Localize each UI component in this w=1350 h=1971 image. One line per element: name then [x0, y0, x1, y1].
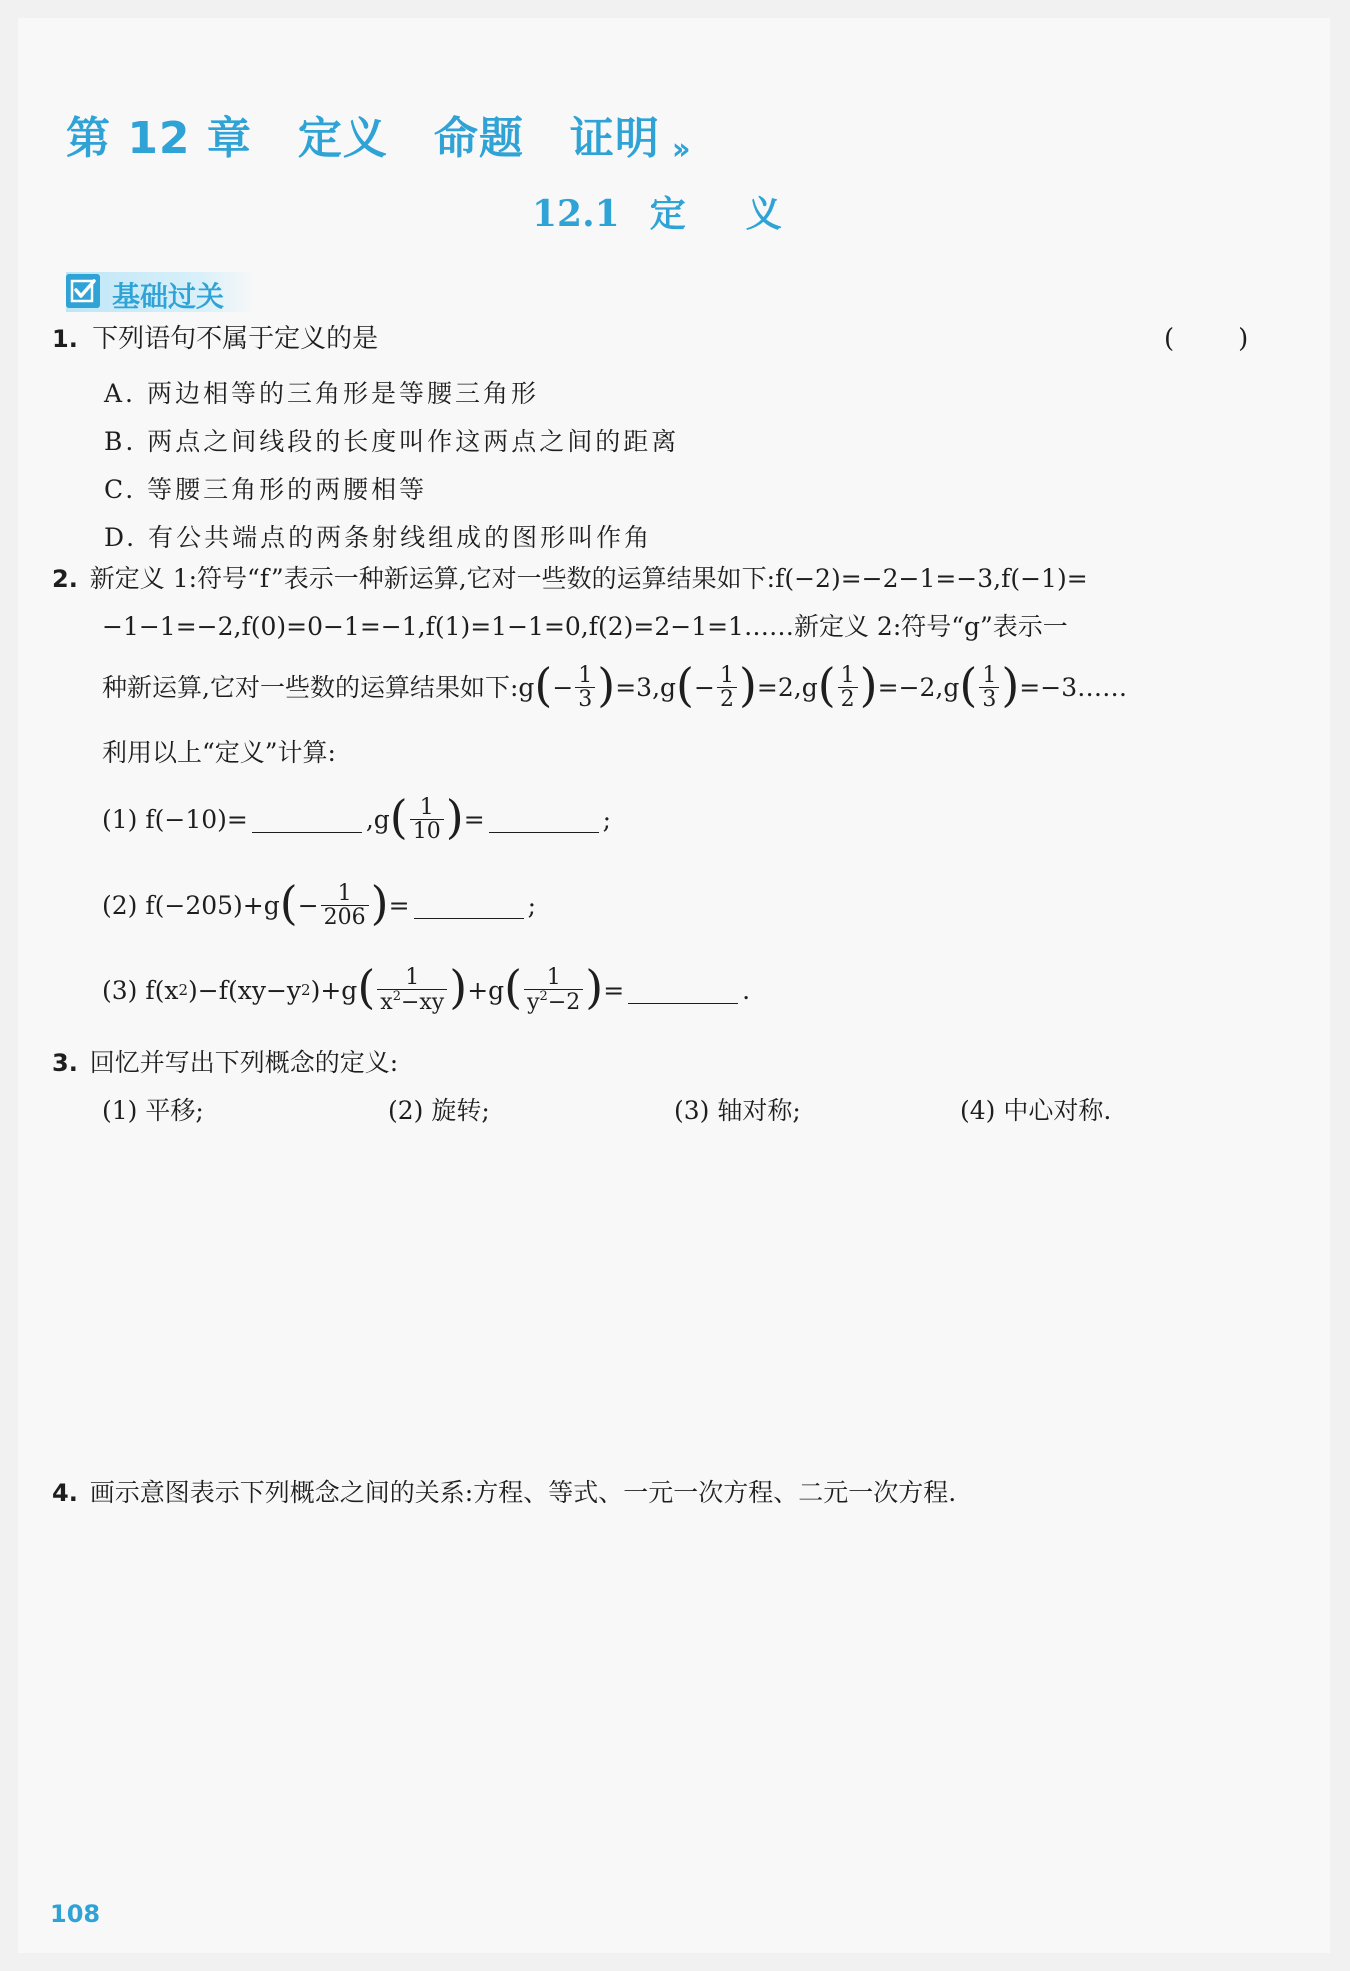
punctuation: .	[742, 975, 751, 1005]
right-paren: )	[585, 960, 604, 1015]
fraction	[575, 664, 595, 711]
sub-label: (2)	[102, 891, 138, 921]
chapter-title	[66, 102, 731, 166]
result-text: =2,g	[756, 673, 818, 703]
page-number: 108	[50, 1900, 101, 1928]
left-paren: (	[959, 657, 978, 712]
right-paren: )	[370, 875, 389, 930]
left-paren: (	[279, 875, 298, 930]
question-4	[52, 1480, 956, 1505]
fraction	[377, 966, 447, 1014]
sub-label: (3)	[102, 975, 138, 1005]
concept-item-rotation: (2) 旋转;	[388, 1096, 490, 1125]
option-text: 两点之间线段的长度叫作这两点之间的距离	[147, 427, 680, 456]
badge-label: 基础过关	[112, 280, 225, 313]
denominator: 206	[321, 905, 369, 929]
option-c	[104, 470, 427, 506]
denominator: 2	[717, 687, 737, 711]
expression: ,g	[365, 805, 390, 835]
expression: f(−205)+g	[145, 891, 280, 921]
left-paren: (	[504, 960, 523, 1015]
exponent: 2	[301, 980, 311, 999]
chapter-number: 第 12 章	[66, 113, 252, 164]
left-paren: (	[817, 657, 836, 712]
question-number: 1.	[52, 325, 78, 353]
answer-bracket: ( )	[1164, 324, 1253, 354]
right-paren: )	[738, 657, 757, 712]
question-text: 新定义 1:符号“f”表示一种新运算,它对一些数的运算结果如下:f(−2)=−2−1=−3,f(−1)=	[89, 564, 1088, 593]
sub-question-1	[102, 789, 612, 845]
sub-question-3	[102, 960, 751, 1016]
chapter-part-proof: 证明	[569, 113, 660, 164]
expression: f(−10)=	[145, 805, 248, 835]
expression: +g	[467, 975, 505, 1005]
option-a	[104, 374, 539, 410]
denominator	[377, 989, 447, 1014]
right-paren: )	[597, 657, 616, 712]
numerator: 1	[982, 663, 997, 688]
exponent: 2	[392, 989, 401, 1005]
concept-item-translation: (1) 平移;	[102, 1096, 204, 1125]
right-paren: )	[1001, 657, 1020, 712]
option-b	[104, 422, 679, 458]
question-number: 4.	[52, 1479, 78, 1507]
numerator: 1	[546, 965, 561, 990]
option-d	[104, 518, 652, 554]
chapter-part-definition: 定义	[297, 113, 388, 164]
expression: )−f(xy−y	[188, 975, 302, 1005]
question-stem: 回忆并写出下列概念的定义:	[89, 1048, 399, 1077]
question-number: 3.	[52, 1049, 78, 1077]
denominator-part: x	[380, 990, 393, 1016]
question-2-line-4: 利用以上“定义”计算:	[102, 738, 336, 767]
expression: =	[603, 975, 625, 1005]
numerator: 1	[405, 965, 420, 990]
sign: −	[297, 891, 319, 921]
fraction	[524, 966, 583, 1014]
section-title-char-2: 义	[745, 193, 782, 235]
left-paren: (	[676, 657, 694, 712]
left-paren: (	[357, 960, 376, 1015]
question-1	[52, 326, 378, 352]
fraction	[717, 664, 737, 711]
denominator	[524, 989, 583, 1014]
right-paren: )	[859, 657, 878, 712]
page	[18, 18, 1330, 1953]
question-3	[52, 1050, 398, 1075]
basic-pass-badge	[66, 272, 256, 312]
punctuation: ;	[602, 805, 612, 835]
right-paren: )	[449, 960, 468, 1015]
concept-item-central-symmetry: (4) 中心对称.	[960, 1096, 1112, 1125]
sub-question-2	[102, 875, 536, 931]
answer-blank[interactable]	[252, 806, 362, 833]
question-number: 2.	[52, 565, 78, 593]
option-text: 两边相等的三角形是等腰三角形	[146, 379, 539, 408]
question-2-line-2: −1−1=−2,f(0)=0−1=−1,f(1)=1−1=0,f(2)=2−1=1……新定义 2:符号“g”表示一	[102, 612, 1068, 641]
numerator: 1	[337, 881, 352, 906]
fraction	[979, 664, 999, 711]
left-paren: (	[534, 657, 553, 712]
denominator: 3	[575, 687, 595, 711]
sign: −	[694, 673, 715, 703]
denominator-part: −xy	[400, 990, 445, 1016]
option-letter: C.	[104, 475, 137, 504]
right-paren: )	[445, 789, 464, 844]
sign: −	[552, 673, 574, 703]
numerator: 1	[840, 663, 855, 688]
left-paren: (	[389, 789, 408, 844]
numerator: 1	[719, 663, 734, 688]
sub-label: (1)	[102, 805, 138, 835]
denominator: 2	[838, 687, 858, 711]
option-letter: A.	[104, 379, 137, 408]
option-text: 等腰三角形的两腰相等	[147, 475, 428, 504]
expression: =	[388, 891, 410, 921]
chapter-part-proposition: 命题	[433, 113, 524, 164]
check-box-icon	[66, 274, 100, 308]
option-letter: B.	[104, 427, 137, 456]
option-text: 有公共端点的两条射线组成的图形叫作角	[148, 523, 653, 552]
question-2-line-1	[52, 566, 1088, 591]
answer-blank[interactable]	[489, 806, 599, 833]
expression: =	[463, 805, 485, 835]
expression: )+g	[310, 975, 358, 1005]
option-letter: D.	[104, 523, 138, 552]
question-2-line-3	[102, 657, 1128, 713]
section-title	[532, 186, 782, 237]
question-text: 种新运算,它对一些数的运算结果如下:g	[102, 673, 535, 703]
section-title-char-1: 定	[649, 193, 686, 235]
result-text: =−2,g	[877, 673, 960, 703]
answer-blank[interactable]	[414, 892, 524, 919]
section-number: 12.1	[532, 193, 620, 235]
double-chevron-icon: ››	[671, 132, 685, 167]
denominator-part: −2	[547, 990, 581, 1016]
result-text: =−3……	[1019, 673, 1128, 703]
denominator: 10	[410, 819, 444, 843]
numerator: 1	[578, 663, 593, 688]
punctuation: ;	[527, 891, 536, 921]
exponent: 2	[539, 989, 548, 1005]
denominator-part: y	[527, 990, 540, 1016]
fraction	[838, 664, 858, 711]
result-text: =3,g	[615, 673, 677, 703]
question-stem: 下列语句不属于定义的是	[92, 324, 379, 354]
answer-blank[interactable]	[628, 977, 738, 1004]
exponent: 2	[178, 980, 189, 999]
expression: f(x	[145, 975, 179, 1005]
question-stem: 画示意图表示下列概念之间的关系:方程、等式、一元一次方程、二元一次方程.	[89, 1478, 957, 1507]
denominator: 3	[979, 687, 999, 711]
fraction	[410, 796, 444, 843]
fraction	[321, 882, 369, 929]
numerator: 1	[419, 795, 434, 820]
concept-item-axial-symmetry: (3) 轴对称;	[674, 1096, 801, 1125]
